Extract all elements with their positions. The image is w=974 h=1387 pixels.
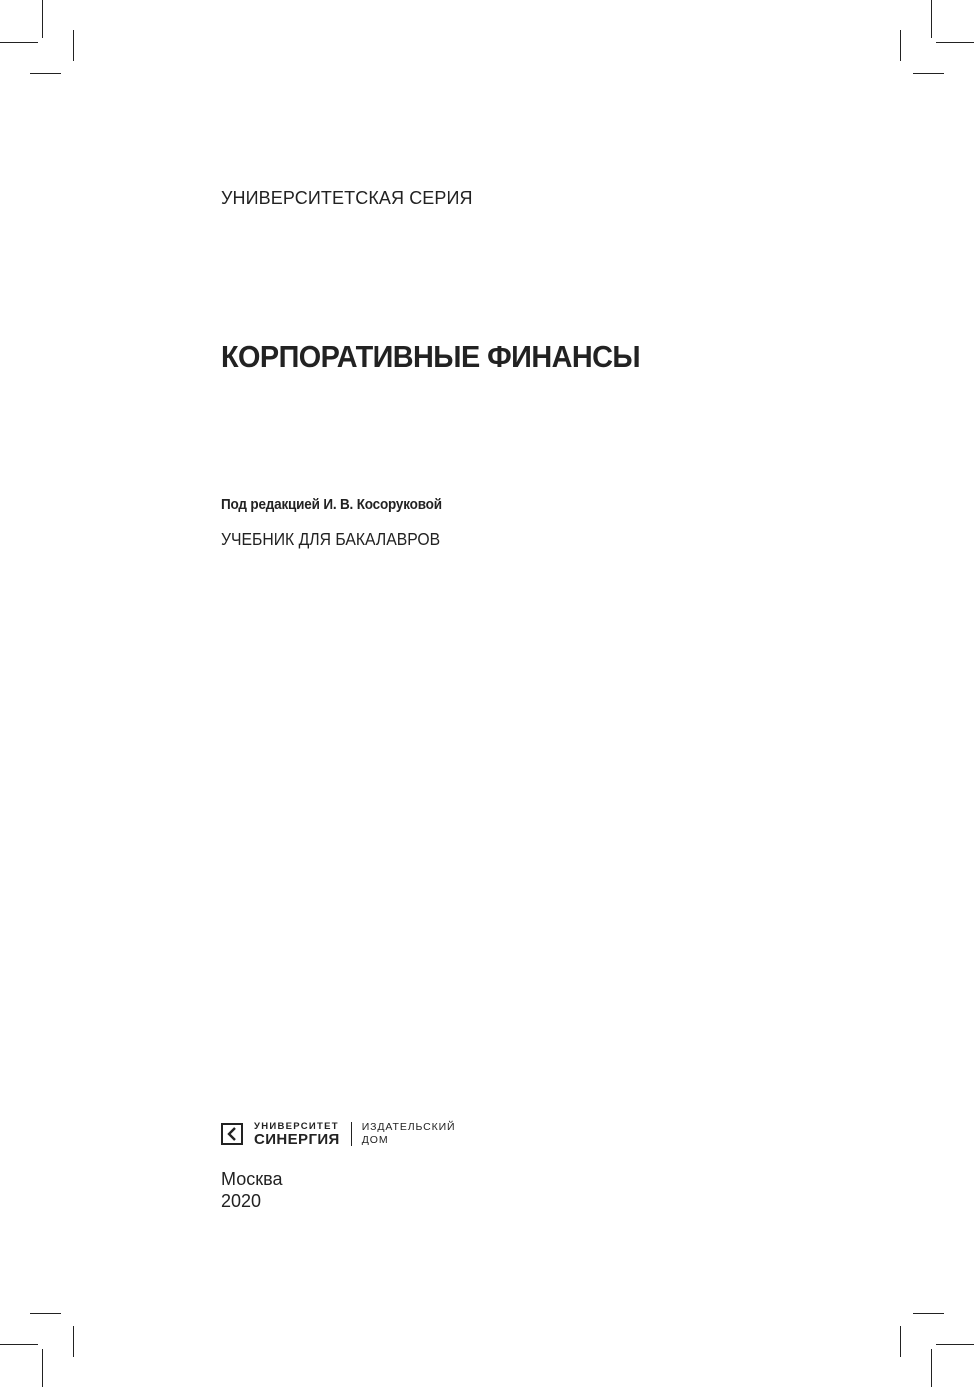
- logo-house-label-1: ИЗДАТЕЛЬСКИЙ: [361, 1121, 456, 1133]
- publisher-logo: [221, 1121, 455, 1147]
- publication-year: 2020: [221, 1191, 262, 1211]
- crop-mark: [900, 30, 901, 61]
- crop-mark: [931, 1349, 932, 1387]
- publication-city: Москва: [221, 1169, 283, 1189]
- logo-synergy-label: СИНЕРГИЯ: [254, 1130, 340, 1148]
- editor-credit: Под редакцией И. В. Косоруковой: [221, 496, 442, 513]
- crop-mark: [0, 1344, 38, 1345]
- logo-university-name: [254, 1122, 340, 1147]
- logo-university-label: УНИВЕРСИТЕТ: [254, 1120, 339, 1132]
- crop-mark: [42, 1349, 43, 1387]
- crop-mark: [73, 1326, 74, 1357]
- crop-mark: [913, 1313, 944, 1314]
- crop-mark: [30, 73, 61, 74]
- synergy-logo-icon: [221, 1123, 243, 1145]
- crop-mark: [900, 1326, 901, 1357]
- crop-mark: [936, 42, 974, 43]
- crop-mark: [936, 1344, 974, 1345]
- crop-mark: [73, 30, 74, 61]
- series-name: УНИВЕРСИТЕТСКАЯ СЕРИЯ: [221, 188, 473, 208]
- crop-mark: [42, 0, 43, 38]
- crop-mark: [30, 1313, 61, 1314]
- book-type: УЧЕБНИК ДЛЯ БАКАЛАВРОВ: [221, 529, 441, 549]
- logo-house-label-2: ДОМ: [361, 1134, 389, 1146]
- crop-mark: [0, 42, 38, 43]
- crop-mark: [931, 0, 932, 38]
- logo-publishing-house: [362, 1121, 456, 1147]
- book-title: КОРПОРАТИВНЫЕ ФИНАНСЫ: [221, 339, 641, 374]
- crop-mark: [913, 73, 944, 74]
- logo-divider: [351, 1122, 352, 1146]
